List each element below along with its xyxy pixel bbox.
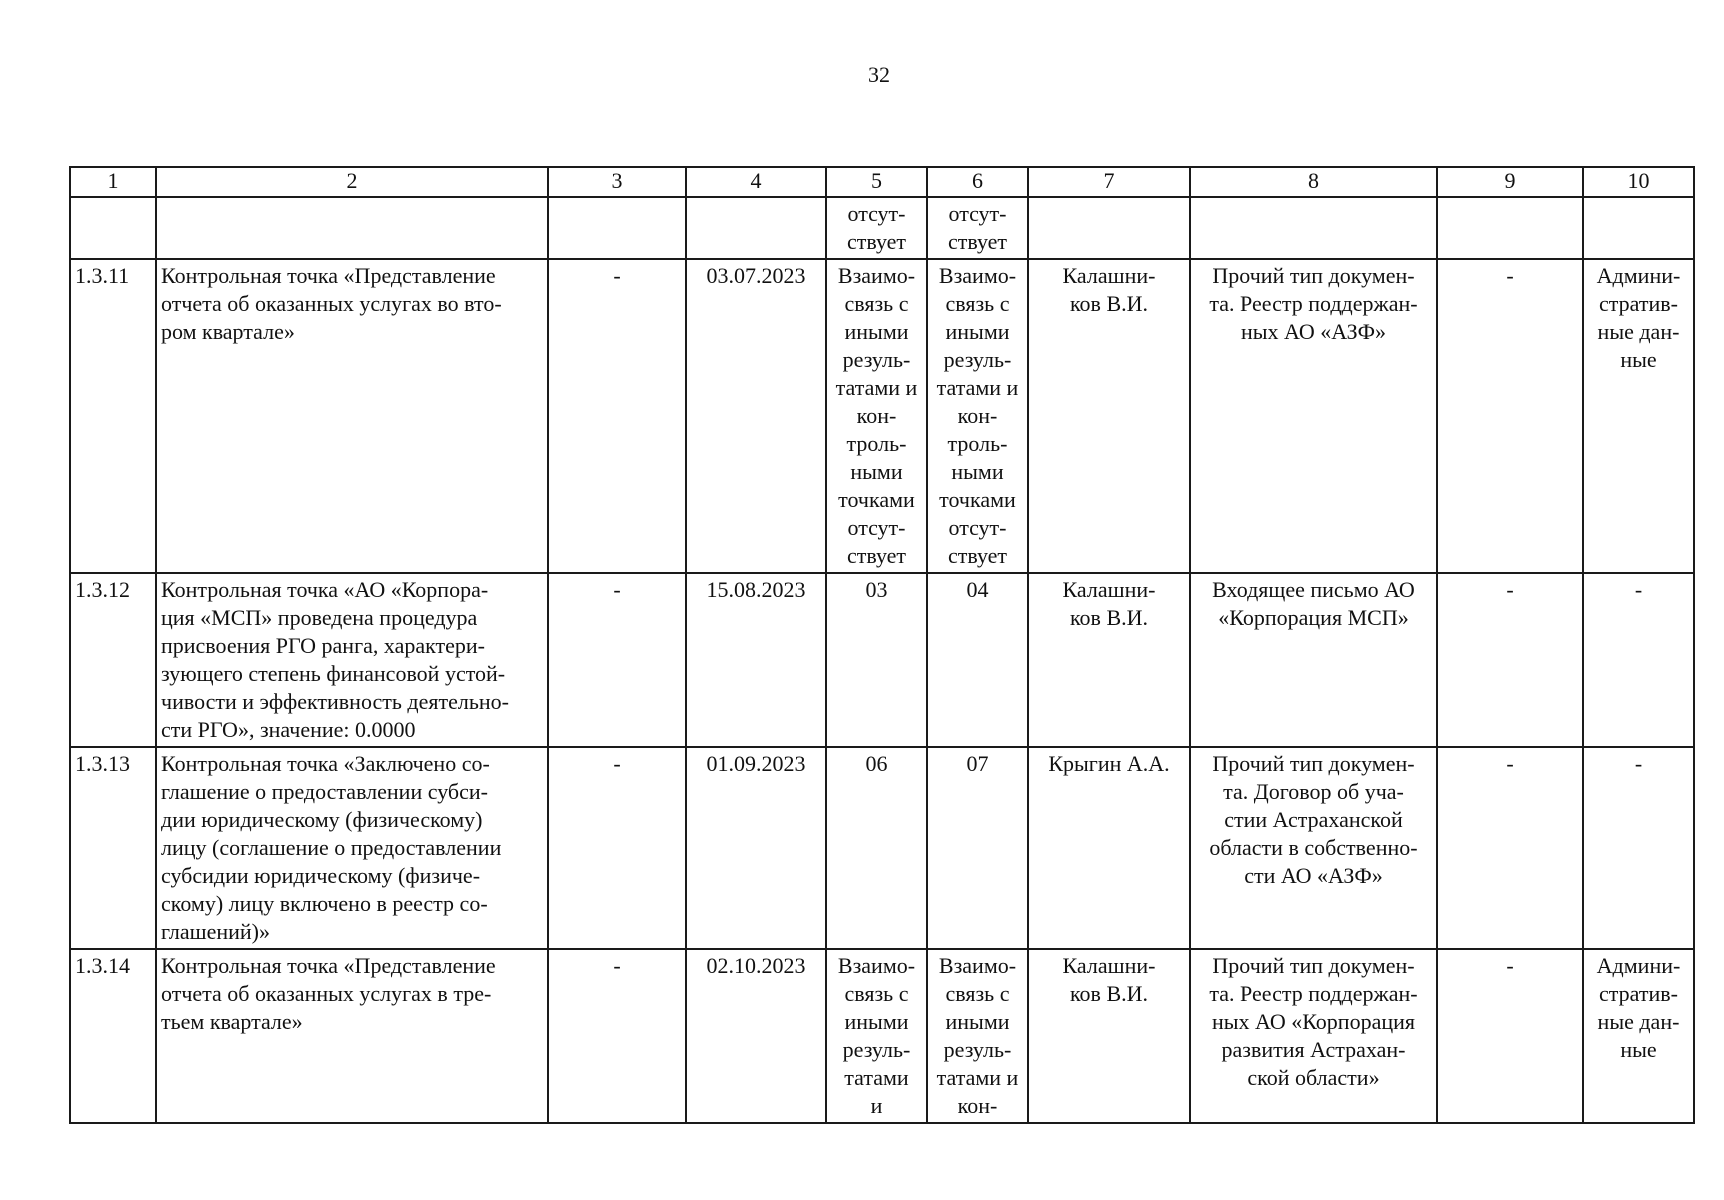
- table-cell: [548, 197, 686, 259]
- responsible-cell: [1028, 197, 1190, 259]
- date-cell: [686, 197, 826, 259]
- table-row: [70, 197, 1694, 259]
- table-cell: Админи- стратив- ные дан- ные: [1583, 949, 1694, 1123]
- table-cell: -: [1437, 949, 1583, 1123]
- table-cell: 03: [826, 573, 927, 747]
- table-cell: -: [548, 259, 686, 573]
- table-row: [70, 949, 1694, 1123]
- description-cell: Контрольная точка «АО «Корпора- ция «МСП» проведена процедура присвоения РГО ранга, характери- зующего степень финансовой устой- чивости и эффективность деятельно- сти РГО», значение: 0.0000: [156, 573, 548, 747]
- date-cell: 02.10.2023: [686, 949, 826, 1123]
- table-cell: -: [548, 573, 686, 747]
- control-points-table: [69, 166, 1695, 1124]
- table-cell: Взаимо- связь с иными резуль- татами и кон- троль- ными точками отсут- ствует: [826, 259, 927, 573]
- column-header: 10: [1583, 167, 1694, 197]
- document-type-cell: Прочий тип докумен- та. Реестр поддержан- ных АО «АЗФ»: [1190, 259, 1437, 573]
- table-row: [70, 747, 1694, 949]
- table-header-row: [70, 167, 1694, 197]
- row-number-cell: 1.3.12: [70, 573, 156, 747]
- table-cell: [1437, 197, 1583, 259]
- document-type-cell: Прочий тип докумен- та. Реестр поддержан- ных АО «Корпорация развития Астрахан- ской области»: [1190, 949, 1437, 1123]
- table-cell: 04: [927, 573, 1028, 747]
- table-cell: 07: [927, 747, 1028, 949]
- row-number-cell: 1.3.13: [70, 747, 156, 949]
- table-row: [70, 259, 1694, 573]
- column-header: 7: [1028, 167, 1190, 197]
- table-cell: отсут- ствует: [826, 197, 927, 259]
- row-number-cell: 1.3.14: [70, 949, 156, 1123]
- table-cell: -: [1437, 747, 1583, 949]
- responsible-cell: Калашни- ков В.И.: [1028, 573, 1190, 747]
- table-cell: Взаимо- связь с иными резуль- татами и кон-: [927, 949, 1028, 1123]
- responsible-cell: Калашни- ков В.И.: [1028, 949, 1190, 1123]
- row-number-cell: 1.3.11: [70, 259, 156, 573]
- column-header: 4: [686, 167, 826, 197]
- document-type-cell: Входящее письмо АО «Корпорация МСП»: [1190, 573, 1437, 747]
- column-header: 9: [1437, 167, 1583, 197]
- column-header: 6: [927, 167, 1028, 197]
- table-cell: -: [548, 747, 686, 949]
- table-row: [70, 573, 1694, 747]
- table-cell: -: [1583, 747, 1694, 949]
- table-cell: Админи- стратив- ные дан- ные: [1583, 259, 1694, 573]
- table-cell: [1583, 197, 1694, 259]
- table-cell: -: [1583, 573, 1694, 747]
- description-cell: [156, 197, 548, 259]
- column-header: 2: [156, 167, 548, 197]
- description-cell: Контрольная точка «Представление отчета об оказанных услугах в тре- тьем квартале»: [156, 949, 548, 1123]
- page-number: 32: [868, 62, 890, 87]
- document-type-cell: [1190, 197, 1437, 259]
- description-cell: Контрольная точка «Представление отчета об оказанных услугах во вто- ром квартале»: [156, 259, 548, 573]
- date-cell: 03.07.2023: [686, 259, 826, 573]
- description-cell: Контрольная точка «Заключено со- глашение о предоставлении субси- дии юридическому (физическому) лицу (соглашение о предоставлении субсидии юридическому (физиче- скому) лицу включено в реестр со- глашений)»: [156, 747, 548, 949]
- document-type-cell: Прочий тип докумен- та. Договор об уча- стии Астраханской области в собственно- сти АО «АЗФ»: [1190, 747, 1437, 949]
- responsible-cell: Калашни- ков В.И.: [1028, 259, 1190, 573]
- column-header: 3: [548, 167, 686, 197]
- column-header: 8: [1190, 167, 1437, 197]
- row-number-cell: [70, 197, 156, 259]
- column-header: 5: [826, 167, 927, 197]
- responsible-cell: Крыгин А.А.: [1028, 747, 1190, 949]
- table-cell: -: [1437, 573, 1583, 747]
- column-header: 1: [70, 167, 156, 197]
- table-cell: Взаимо- связь с иными резуль- татами и: [826, 949, 927, 1123]
- table-cell: отсут- ствует: [927, 197, 1028, 259]
- date-cell: 01.09.2023: [686, 747, 826, 949]
- date-cell: 15.08.2023: [686, 573, 826, 747]
- table-cell: -: [1437, 259, 1583, 573]
- table-cell: -: [548, 949, 686, 1123]
- table-cell: Взаимо- связь с иными резуль- татами и кон- троль- ными точками отсут- ствует: [927, 259, 1028, 573]
- table-cell: 06: [826, 747, 927, 949]
